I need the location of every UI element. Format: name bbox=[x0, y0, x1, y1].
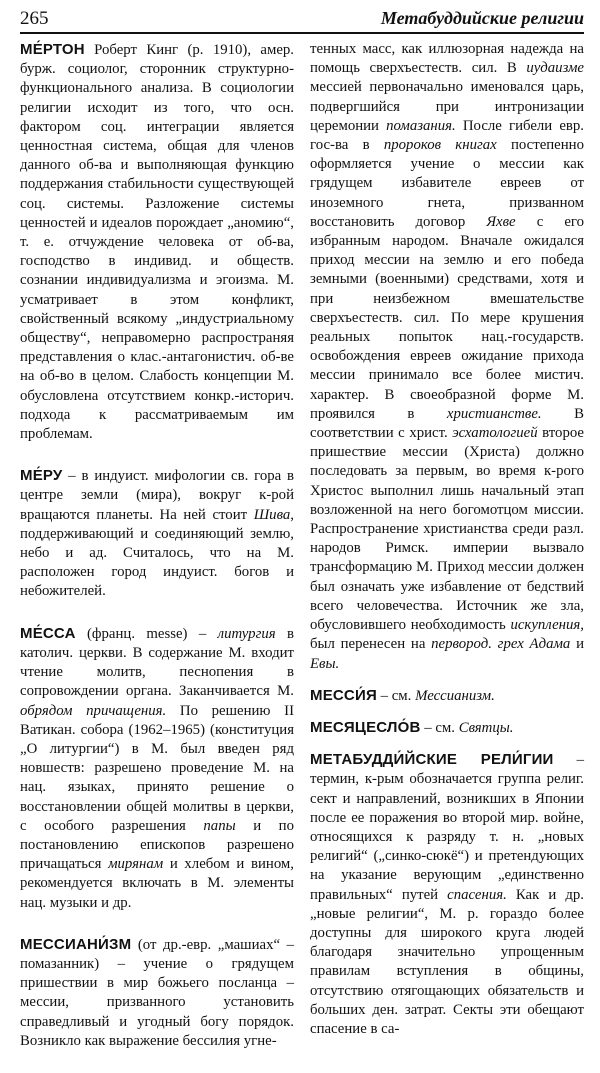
entry-messianizm-continued bbox=[310, 40, 584, 674]
entry-text: постепенно оформляется учение о мессии как грядущем избавителе евреев от иноземного гнета, призванном восстановить договор bbox=[310, 137, 584, 230]
cross-reference: спасения. bbox=[447, 886, 507, 903]
entry-messiya bbox=[310, 686, 584, 706]
cross-reference: христианстве. bbox=[446, 405, 542, 422]
entry-text: – см. bbox=[376, 687, 416, 704]
entry-text: и по постановлению епископов разрешено причащаться bbox=[20, 817, 294, 873]
cross-reference: помазания. bbox=[386, 117, 456, 134]
headword-messianizm: МЕССИАНИ́ЗМ bbox=[20, 935, 132, 953]
headword-merton: МЕ́РТОН bbox=[20, 41, 85, 58]
cross-reference: Яхве bbox=[486, 213, 516, 230]
entry-text: Как и др. „новые религии“, М. р. гораздо более доступны для широкого круга людей благодаря значительно упрощенным правилам вступления в общины, отсутствию отягощающих обязательств и больших ден. затрат. Секты эти обещают спасение в са- bbox=[310, 886, 584, 1037]
page-header bbox=[20, 8, 584, 34]
headword-meru: МЕ́РУ bbox=[20, 467, 63, 485]
cross-reference: Мессианизм. bbox=[415, 687, 495, 704]
cross-reference: литургия bbox=[217, 625, 276, 642]
entry-text: (от др.-евр. „машиах“ – помазанник) – учение о грядущем пришествии в мир божьего посланца – мессии, призванного установить справедливый и угодный богу порядок. Возникло как выражение бессилия угне- bbox=[20, 936, 294, 1049]
entry-text: поддерживающий и соединяющий землю, небо и ад. Считалось, что на М. расположен город индуист. богов и небожителей. bbox=[20, 525, 294, 600]
headword-messiya: МЕССИ́Я bbox=[310, 686, 377, 704]
entry-meru bbox=[20, 466, 294, 601]
entry-text: мессией первоначально именовался царь, подвергшийся при интронизации церемонии bbox=[310, 79, 584, 134]
entry-text: – в индуист. мифологии св. гора в центре земли (мира), вокруг к-рой вращаются планеты. На ней стоит bbox=[20, 468, 294, 523]
cross-reference: Евы. bbox=[310, 655, 340, 672]
cross-reference: искупления, bbox=[510, 617, 584, 634]
cross-reference: обрядом причащения. bbox=[20, 702, 167, 719]
entry-mesyatseslov bbox=[310, 718, 584, 738]
page-number: 265 bbox=[20, 8, 49, 29]
cross-reference: первород. грех Адама bbox=[431, 636, 571, 653]
headword-metabuddiyskie-religii: МЕТАБУДДИ́ЙСКИЕ РЕЛИ́ГИИ bbox=[310, 751, 554, 769]
entry-merton bbox=[20, 40, 294, 444]
entry-messianizm bbox=[20, 935, 294, 1051]
entry-text: и bbox=[570, 636, 585, 653]
entry-text: и хлебом и вином, рекомендуется включать в М. элементы нац. музыки и др. bbox=[20, 856, 294, 911]
cross-reference: Святцы. bbox=[458, 719, 514, 736]
headword-mesyatseslov: МЕСЯЦЕСЛО́В bbox=[310, 718, 421, 736]
entry-messa bbox=[20, 624, 294, 913]
entry-text: Роберт Кинг (р. 1910), амер. бурж. социолог, сторонник структурно-функционального анализа. В социологии религии исходит из того, что осн. фактором соц. интеграции является ценностная система, общая для членов данного об-ва и выполняющая функцию поддержания стабильности существующей соц. системы. Разложение системы ценностей и идеалов порождает „аномию“, т. е. отчуждение человека от об-ва, господство в индивид. и обществ. сознании индивидуализма и эгоизма. М. усматривает в этом конфликт, свойственный всякому „индустриальному обществу“, неправомерно распространяя представления о клас.-антагонистич. об-ве на об-во в целом. Слабость концепции М. обусловлена отсутствием конкр.-историч. подхода к рассматриваемым им проблемам. bbox=[20, 42, 294, 443]
right-column bbox=[310, 40, 584, 1051]
cross-reference: пророков книгах bbox=[383, 137, 497, 154]
cross-reference: папы bbox=[203, 817, 236, 834]
cross-reference: иудаизме bbox=[526, 60, 584, 77]
headword-messa: МЕ́ССА bbox=[20, 624, 76, 642]
entry-text: был перенесен на bbox=[310, 636, 432, 653]
cross-reference: Шива, bbox=[253, 506, 294, 523]
entry-text: второе пришествие мессии (Христа) должно последовать за первым, во время к-рого Христос выполнил лишь начальный этап возложенной на него богомотцом миссии. Распространение христианства среди разл. народов Римск. империи вызвало трансформацию М. Приход мессии должен был означать уже избавление от бедствий всего человечества. Источник же зла, обусловившего необходимость bbox=[310, 425, 584, 634]
entry-text: По решению II Ватикан. собора (1962–1965) (конституция „О литургии“) в М. был введен ряд новшеств: разрешено проведение М. на нац. языках, принято решение о восстановлении общей молитвы в церкви, с особого разрешения bbox=[20, 702, 294, 834]
cross-reference: мирянам bbox=[108, 856, 164, 873]
running-title: Метабуддийские религии bbox=[380, 8, 584, 28]
entry-text: тенных масс, как иллюзорная надежда на помощь сверхъестеств. сил. В bbox=[310, 41, 584, 77]
entry-text: В соответствии с христ. bbox=[310, 405, 584, 442]
entry-text: – термин, к-рым обозначается группа религ. сект и направлений, возникших в Японии после ее поражения во второй мир. войне, относящихся к разряду т. н. „новых религий“ („синко-сюкё“) и претендующих на указание верующим „единственно правильных“ путей bbox=[310, 752, 584, 903]
entry-text: После гибели евр. гос-ва в bbox=[310, 117, 585, 154]
entry-text: с его избранным народом. Вначале ожидался приход мессии на землю и его победа земными (военными) средствами, хотя и при неизбежном вмешательстве сверхъестеств. сил. По мере крушения реальных попыток нац.-государств. освобождения евреев ожидание прихода мессии принимало все более мистич. характер. В своеобразной форме М. проявился в bbox=[310, 213, 584, 422]
cross-reference: эсхатологией bbox=[452, 425, 538, 442]
entry-text: – см. bbox=[420, 719, 459, 736]
left-column bbox=[20, 40, 294, 1073]
entry-text: (франц. messe) – bbox=[75, 625, 218, 642]
entry-metabuddiyskie-religii bbox=[310, 750, 584, 1039]
entry-text: в католич. церкви. В содержание М. входит чтение молитв, песнопения в сопровождении органа. Заканчивается М. bbox=[20, 625, 295, 700]
